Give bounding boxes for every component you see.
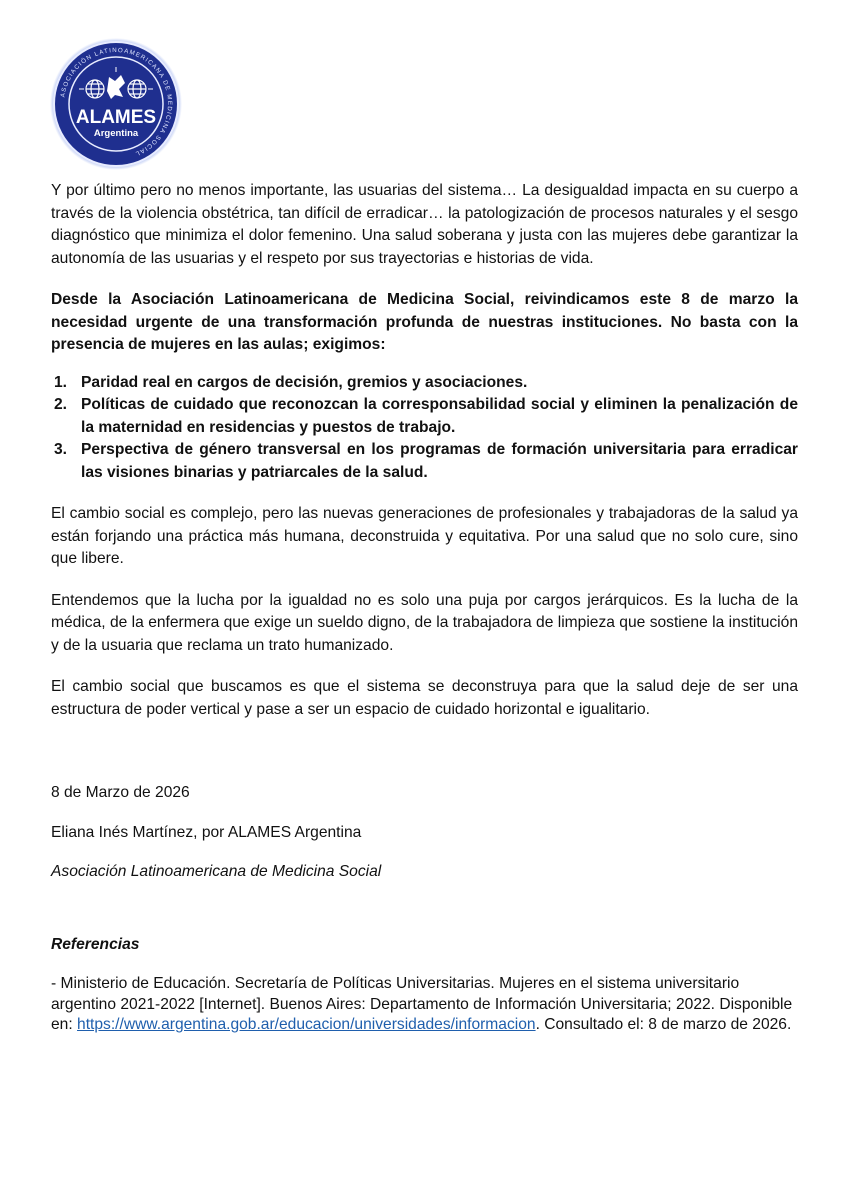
signature-organization: Asociación Latinoamericana de Medicina Social [51, 863, 382, 880]
signature-date: 8 de Marzo de 2026 [51, 784, 190, 801]
paragraph-deconstruccion: El cambio social que buscamos es que el sistema se deconstruya para que la salud deje de ser una estructura de poder vertical y pase a ser un espacio de cuidado horizontal e igualitario. [51, 678, 798, 718]
paragraph-demands-intro: Desde la Asociación Latinoamericana de Medicina Social, reivindicamos este 8 de marzo la necesidad urgente de una transformación profunda de nuestras instituciones. No basta con la presencia de mujeres en las aulas; exigimos: [51, 291, 798, 353]
alames-logo [49, 37, 183, 171]
list-number: 1. [54, 373, 68, 391]
paragraph-lucha-igualdad: Entendemos que la lucha por la igualdad no es solo una puja por cargos jerárquicos. Es la lucha de la médica, de la enfermera que exige un sueldo digno, de la trabajadora de limpieza que sostiene la institución y de la usuaria que reclama un trato humanizado. [51, 591, 798, 654]
list-item [51, 439, 798, 484]
list-item-text: Políticas de cuidado que reconozcan la corresponsabilidad social y eliminen la penalización de la maternidad en residencias y puestos de trabajo. [81, 396, 798, 436]
paragraph-cambio-social: El cambio social es complejo, pero las nuevas generaciones de profesionales y trabajadoras de la salud ya están forjando una práctica más humana, deconstruida y equitativa. Por una salud que no solo cure, sino que libere. [51, 505, 798, 567]
list-item-text: Paridad real en cargos de decisión, gremios y asociaciones. [81, 373, 528, 391]
references-title: Referencias [51, 935, 140, 953]
paragraph-usuarias: Y por último pero no menos importante, las usuarias del sistema… La desigualdad impacta en su cuerpo a través de la violencia obstétrica, tan difícil de erradicar… la patologización de procesos naturales y el sesgo diagnóstico que minimiza el dolor femenino. Una salud soberana y justa con las mujeres debe garantizar la autonomía de las usuarias y el respeto por sus trayectorias e historias de vida. [51, 182, 798, 267]
reference-text: - Ministerio de Educación. Secretaría de Políticas Universitarias. Mujeres en el sistema universitario argentino 2021-2022 [Internet]. Buenos Aires: Departamento de Información Universitaria; 2022. Disponible en: [51, 975, 793, 1033]
logo-ring-text: ASOCIACIÓN LATINOAMERICANA DE MEDICINA SOCIAL [59, 46, 174, 158]
list-item [51, 394, 798, 439]
logo-country: Argentina [93, 128, 139, 139]
signature-author: Eliana Inés Martínez, por ALAMES Argentina [51, 823, 362, 841]
demands-list [51, 372, 798, 485]
logo-name: ALAMES [75, 107, 157, 128]
document-body [51, 180, 798, 1036]
list-item-text: Perspectiva de género transversal en los programas de formación universitaria para erradicar las visiones binarias y patriarcales de la salud. [81, 441, 798, 481]
logo-emblem [49, 37, 183, 171]
reference-item [51, 974, 798, 1036]
reference-link[interactable]: https://www.argentina.gob.ar/educacion/universidades/informacion [77, 1016, 536, 1033]
list-number: 2. [54, 396, 68, 413]
list-number: 3. [54, 441, 68, 458]
list-item [51, 372, 798, 395]
reference-consulted: . Consultado el: 8 de marzo de 2026. [535, 1016, 792, 1033]
